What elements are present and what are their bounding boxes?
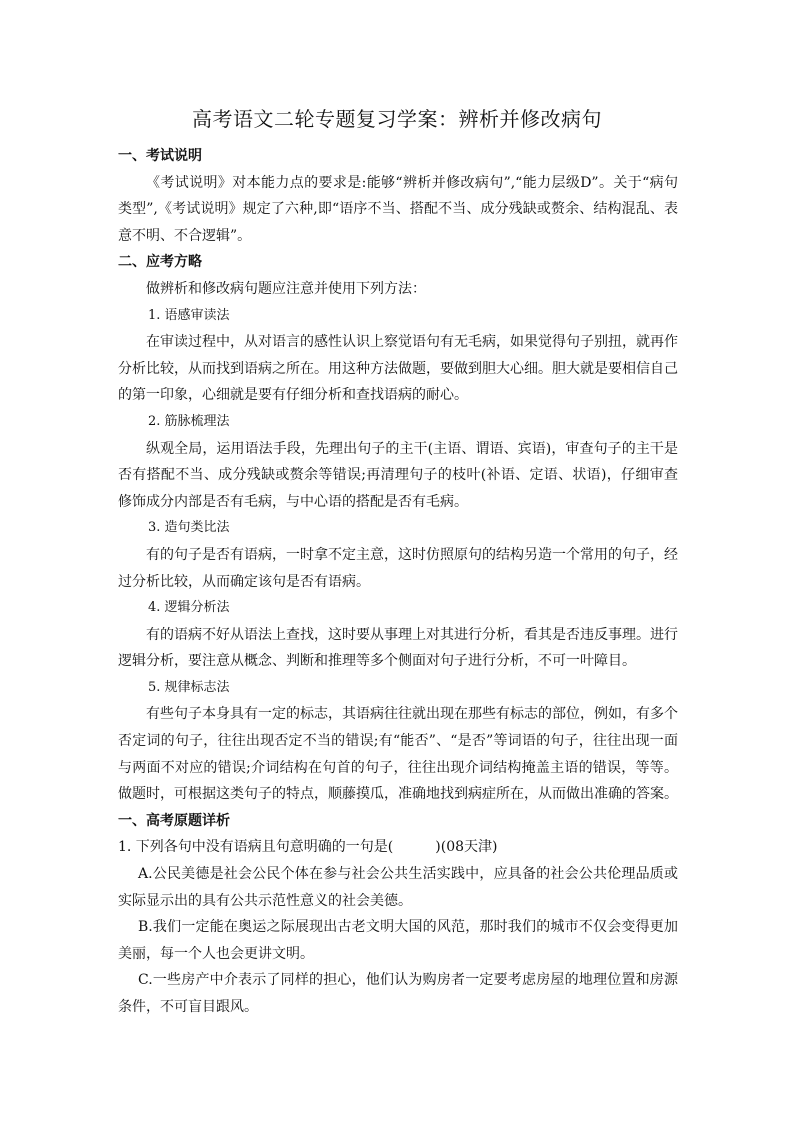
question-option-b: B.我们一定能在奥运之际展现出古老文明大国的风范，那时我们的城市不仅会变得更加美丽，每一个人也会更讲文明。 [118, 919, 678, 962]
question-option-c: C.一些房产中介表示了同样的担心，他们认为购房者一定要考虑房屋的地理位置和房源条件，不可盲目跟风。 [118, 972, 678, 1015]
method-label: 4. 逻辑分析法 [148, 600, 230, 616]
method-label: 3. 造句类比法 [148, 520, 230, 536]
method-text: 纵观全局，运用语法手段，先理出句子的主干(主语、谓语、宾语)，审查句子的主干是否有搭配不当、成分残缺或赘余等错误;再清理句子的枝叶(补语、定语、状语)，仔细审查修饰成分内部是否有毛病，与中心语的搭配是否有毛病。 [118, 440, 678, 510]
method-text: 有些句子本身具有一定的标志，其语病往往就出现在那些有标志的部位，例如，有多个否定词的句子，往往出现否定不当的错误;有“能否”、“是否”等词语的句子，往往出现一面与两面不对应的错误;介词结构在句首的句子，往往出现介词结构掩盖主语的错误，等等。做题时，可根据这类句子的特点，顺藤摸瓜，准确地找到病症所在，从而做出准确的答案。 [118, 706, 678, 803]
exam-description-paragraph: 《考试说明》对本能力点的要求是:能够“辨析并修改病句”,“能力层级D”。关于“病句类型”,《考试说明》规定了六种,即“语序不当、搭配不当、成分残缺或赘余、结构混乱、表意不明、不合逻辑”。 [118, 174, 678, 244]
section-heading-strategy: 二、应考方略 [118, 254, 202, 271]
strategy-intro: 做辨析和修改病句题应注意并使用下列方法： [146, 280, 426, 297]
method-text: 有的语病不好从语法上查找，这时要从事理上对其进行分析，看其是否违反事理。进行逻辑分析，要注意从概念、判断和推理等多个侧面对句子进行分析，不可一叶障目。 [118, 626, 678, 670]
method-text: 有的句子是否有语病，一时拿不定主意，这时仿照原句的结构另造一个常用的句子，经过分析比较，从而确定该句是否有语病。 [118, 546, 678, 590]
question-stem: 1. 下列各句中没有语病且句意明确的一句是( )(08天津) [118, 839, 498, 856]
method-label: 2. 筋脉梳理法 [148, 413, 230, 429]
section-heading-exam-questions: 一、高考原题详析 [118, 812, 230, 829]
method-text: 在审读过程中，从对语言的感性认识上察觉语句有无毛病，如果觉得句子别扭，就再作分析比较，从而找到语病之所在。用这种方法做题，要做到胆大心细。胆大就是要相信自己的第一印象，心细就是要有仔细分析和查找语病的耐心。 [118, 334, 678, 404]
method-label: 1. 语感审读法 [148, 307, 230, 323]
document-title: 高考语文二轮专题复习学案：辨析并修改病句 [192, 107, 602, 131]
question-option-a: A.公民美德是社会公民个体在参与社会公共生活实践中，应具备的社会公共伦理品质或实际显示出的具有公共示范性意义的社会美德。 [118, 866, 678, 909]
document-body [118, 143, 678, 1021]
section-heading-exam-description: 一、考试说明 [118, 148, 202, 164]
method-label: 5. 规律标志法 [148, 679, 230, 695]
